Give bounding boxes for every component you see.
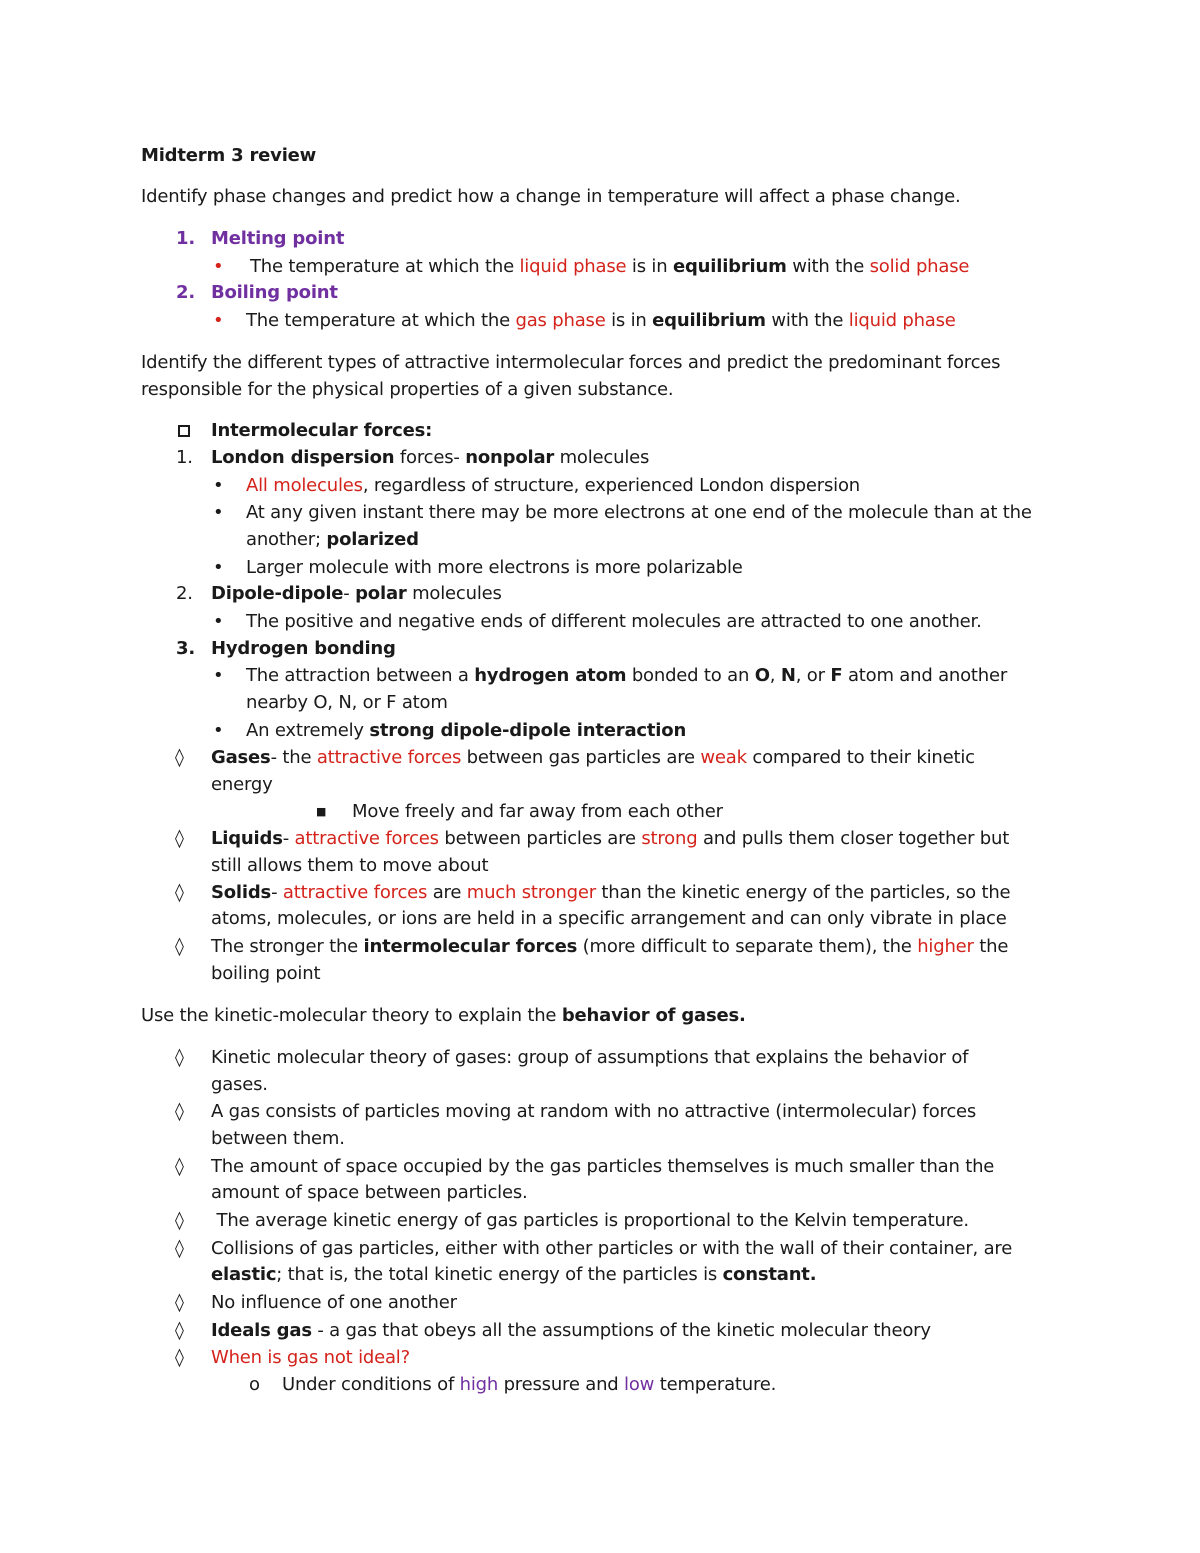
- kmt-item-5-cont: elastic; that is, the total kinetic energy of the particles is constant.: [211, 1264, 817, 1285]
- london-bullet-3: Larger molecule with more electrons is more polarizable: [246, 557, 743, 578]
- kmt-item-1-cont: gases.: [211, 1074, 268, 1095]
- section3-intro: Use the kinetic-molecular theory to explain the behavior of gases.: [141, 1005, 746, 1026]
- circle-bullet-marker: o: [249, 1374, 260, 1395]
- diamond-marker: ◊: [175, 1101, 184, 1122]
- london-dispersion-item: London dispersion forces- nonpolar molecules: [211, 447, 650, 468]
- diamond-marker: ◊: [175, 828, 184, 849]
- diamond-marker: ◊: [175, 1238, 184, 1259]
- gases-item-cont: energy: [211, 774, 273, 795]
- diamond-marker: ◊: [175, 1347, 184, 1368]
- bullet-marker: •: [213, 256, 224, 277]
- diamond-marker: ◊: [175, 1320, 184, 1341]
- gases-item: Gases- the attractive forces between gas particles are weak compared to their kinetic: [211, 747, 975, 768]
- section1-intro: Identify phase changes and predict how a change in temperature will affect a phase change.: [141, 186, 961, 207]
- section2-intro: Identify the different types of attractive intermolecular forces and predict the predominant forces: [141, 352, 1001, 373]
- diamond-marker: ◊: [175, 1156, 184, 1177]
- hbond-bullet-1: The attraction between a hydrogen atom bonded to an O, N, or F atom and another: [246, 665, 1008, 686]
- bullet-marker: •: [213, 310, 224, 331]
- diamond-marker: ◊: [175, 1210, 184, 1231]
- hbond-bullet-2: An extremely strong dipole-dipole interaction: [246, 720, 687, 741]
- london-bullet-2-cont: another; polarized: [246, 529, 419, 550]
- hydrogen-bonding-item: Hydrogen bonding: [211, 638, 396, 659]
- kmt-item-3-cont: amount of space between particles.: [211, 1182, 528, 1203]
- kmt-item-8: When is gas not ideal?: [211, 1347, 410, 1368]
- list-number: 3.: [176, 638, 195, 659]
- solids-item: Solids- attractive forces are much stronger than the kinetic energy of the particles, so the: [211, 882, 1011, 903]
- london-bullet-2: At any given instant there may be more electrons at one end of the molecule than at the: [246, 502, 1032, 523]
- boiling-point-heading: Boiling point: [211, 282, 338, 303]
- bullet-marker: •: [213, 611, 224, 632]
- gases-sub-bullet: Move freely and far away from each other: [352, 801, 723, 822]
- kmt-item-8-sub: Under conditions of high pressure and low temperature.: [282, 1374, 777, 1395]
- stronger-imf-item-cont: boiling point: [211, 963, 321, 984]
- dipole-bullet-1: The positive and negative ends of different molecules are attracted to one another.: [246, 611, 982, 632]
- diamond-marker: ◊: [175, 1047, 184, 1068]
- list-number: 2.: [176, 583, 193, 604]
- dipole-dipole-item: Dipole-dipole- polar molecules: [211, 583, 502, 604]
- bullet-marker: •: [213, 475, 224, 496]
- diamond-marker: ◊: [175, 747, 184, 768]
- list-number: 2.: [176, 282, 195, 303]
- london-bullet-1: All molecules, regardless of structure, experienced London dispersion: [246, 475, 860, 496]
- page-title: Midterm 3 review: [141, 145, 317, 166]
- bullet-marker: •: [213, 557, 224, 578]
- kmt-item-7: Ideals gas - a gas that obeys all the assumptions of the kinetic molecular theory: [211, 1320, 931, 1341]
- kmt-item-3: The amount of space occupied by the gas particles themselves is much smaller than the: [211, 1156, 995, 1177]
- kmt-item-4: The average kinetic energy of gas particles is proportional to the Kelvin temperature.: [211, 1210, 969, 1231]
- kmt-item-1: Kinetic molecular theory of gases: group of assumptions that explains the behavior of: [211, 1047, 969, 1068]
- liquids-item-cont: still allows them to move about: [211, 855, 489, 876]
- square-bullet-marker: ■: [316, 805, 327, 818]
- stronger-imf-item: The stronger the intermolecular forces (more difficult to separate them), the higher the: [211, 936, 1009, 957]
- boiling-point-definition: The temperature at which the gas phase is in equilibrium with the liquid phase: [246, 310, 956, 331]
- section2-intro: responsible for the physical properties of a given substance.: [141, 379, 674, 400]
- melting-point-definition: The temperature at which the liquid phase is in equilibrium with the solid phase: [250, 256, 970, 277]
- melting-point-heading: Melting point: [211, 228, 345, 249]
- checkbox-icon: [178, 418, 190, 444]
- bullet-marker: •: [213, 502, 224, 523]
- hbond-bullet-1-cont: nearby O, N, or F atom: [246, 692, 448, 713]
- kmt-item-6: No influence of one another: [211, 1292, 457, 1313]
- diamond-marker: ◊: [175, 1292, 184, 1313]
- kmt-item-2: A gas consists of particles moving at random with no attractive (intermolecular) forces: [211, 1101, 977, 1122]
- list-number: 1.: [176, 228, 195, 249]
- list-number: 1.: [176, 447, 193, 468]
- diamond-marker: ◊: [175, 882, 184, 903]
- solids-item-cont: atoms, molecules, or ions are held in a specific arrangement and can only vibrate in place: [211, 908, 1007, 929]
- diamond-marker: ◊: [175, 936, 184, 957]
- liquids-item: Liquids- attractive forces between particles are strong and pulls them closer together but: [211, 828, 1010, 849]
- imf-heading: Intermolecular forces:: [211, 420, 433, 441]
- kmt-item-5: Collisions of gas particles, either with other particles or with the wall of their container, are: [211, 1238, 1013, 1259]
- bullet-marker: •: [213, 720, 224, 741]
- bullet-marker: •: [213, 665, 224, 686]
- kmt-item-2-cont: between them.: [211, 1128, 345, 1149]
